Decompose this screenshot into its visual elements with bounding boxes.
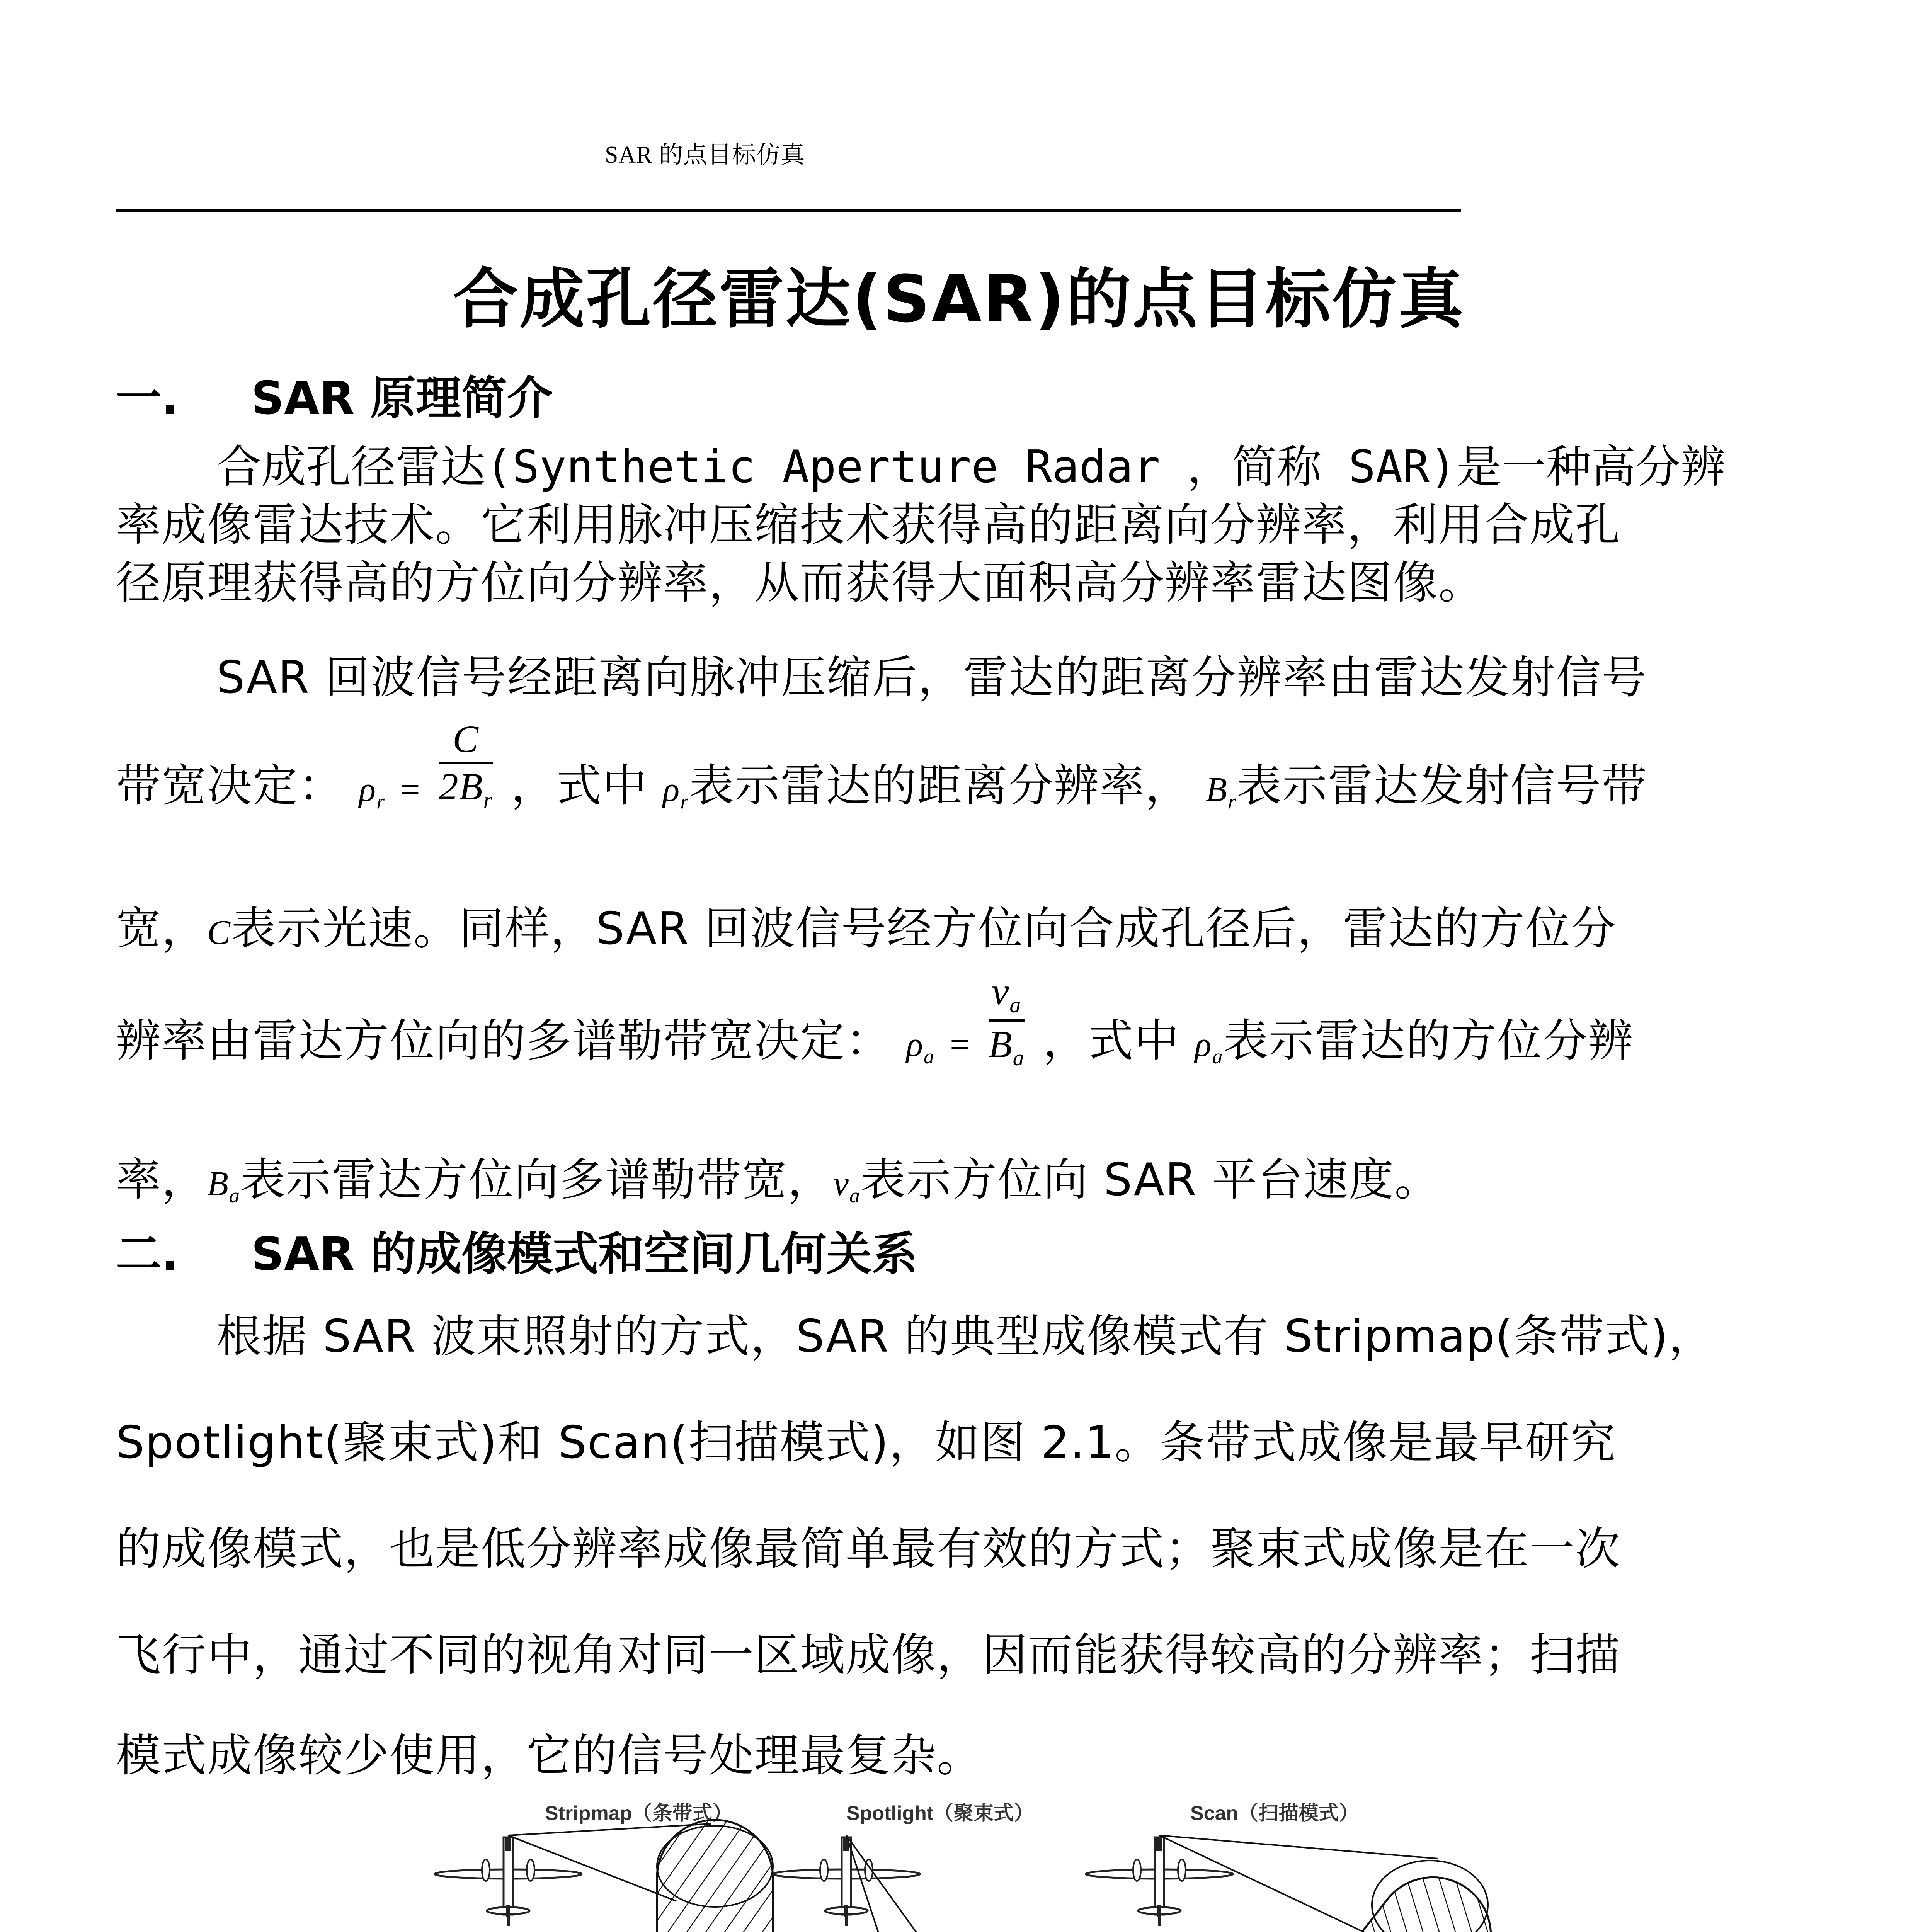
math-rho-a: $\rho_a$ <box>906 1026 935 1068</box>
paragraph-line: Spotlight(聚束式)和 Scan(扫描模式)，如图 2.1。条带式成像是最早研究 <box>116 1417 1617 1469</box>
section-heading-2 <box>116 1217 917 1283</box>
section-heading-1 <box>116 361 553 427</box>
math-fraction-c-over-2br <box>439 719 493 812</box>
text-segment: 辨率由雷达方位向的多谱勒带宽决定： <box>116 1015 891 1067</box>
text-segment: ，式中 <box>1043 1015 1180 1067</box>
section-number: 一. <box>116 371 179 425</box>
math-rho-a: $\rho_a$ <box>1195 1026 1224 1068</box>
math-rho-r: $\rho_r$ <box>359 770 386 813</box>
formula-line-azimuth-resolution <box>116 970 1634 1071</box>
text-segment: 带宽决定： <box>116 760 344 812</box>
panel-scan <box>1086 1802 1514 1932</box>
paragraph-line <box>116 1144 1440 1208</box>
running-header: SAR 的点目标仿真 <box>605 142 805 168</box>
fraction-denominator: $B_a$ <box>988 1023 1025 1071</box>
math-b-a: $B_a$ <box>207 1165 240 1207</box>
text-segment: 宽， <box>116 903 207 955</box>
math-equals: = <box>950 1026 970 1064</box>
text-segment: 表示雷达的方位分辨 <box>1223 1015 1634 1067</box>
math-equals: = <box>400 770 421 809</box>
panel-stripmap <box>435 1802 773 1932</box>
section-title: SAR 的成像模式和空间几何关系 <box>251 1227 918 1281</box>
figure-imaging-modes <box>425 1793 1569 1932</box>
header-rule <box>116 209 1461 212</box>
aircraft-icon <box>773 1837 920 1917</box>
math-v-a: $v_a$ <box>833 1165 861 1207</box>
text-segment: ，式中 <box>511 760 648 812</box>
panel-label-scan: Scan（扫描模式） <box>1190 1802 1359 1825</box>
panel-label-stripmap: Stripmap（条带式） <box>545 1802 733 1825</box>
paragraph-line: 根据 SAR 波束照射的方式，SAR 的典型成像模式有 Stripmap(条带式)， <box>216 1310 1714 1362</box>
paragraph-line: 率成像雷达技术。它利用脉冲压缩技术获得高的距离向分辨率，利用合成孔 <box>116 499 1621 551</box>
paragraph-line <box>116 893 1617 957</box>
figure-svg <box>425 1793 1569 1932</box>
section-number: 二. <box>116 1227 179 1281</box>
fraction-numerator: C <box>453 718 479 761</box>
panel-label-spotlight: Spotlight（聚束式） <box>846 1802 1034 1825</box>
formula-line-range-resolution <box>116 718 1647 814</box>
section-title: SAR 原理简介 <box>251 371 553 425</box>
aircraft-icon <box>435 1837 582 1917</box>
text-segment: 表示光速。同样，SAR 回波信号经方位向合成孔径后，雷达的方位分 <box>231 903 1617 955</box>
paragraph-line: 模式成像较少使用，它的信号处理最复杂。 <box>116 1730 982 1782</box>
text-segment: 表示方位向 SAR 平台速度。 <box>860 1154 1440 1206</box>
panel-spotlight <box>773 1802 1034 1932</box>
math-rho-r: $\rho_r$ <box>663 770 689 813</box>
text-segment: 表示雷达方位向多谱勒带宽， <box>240 1154 833 1206</box>
math-c: C <box>207 913 231 952</box>
math-fraction-va-over-ba <box>989 971 1025 1070</box>
paragraph-line: 飞行中，通过不同的视角对同一区域成像，因而能获得较高的分辨率；扫描 <box>116 1629 1621 1681</box>
paragraph-line: 的成像模式，也是低分辨率成像最简单最有效的方式；聚束式成像是在一次 <box>116 1523 1621 1575</box>
text-segment: 表示雷达发射信号带 <box>1237 760 1647 812</box>
paragraph-line: 径原理获得高的方位向分辨率，从而获得大面积高分辨率雷达图像。 <box>116 557 1484 609</box>
fraction-numerator: $v_a$ <box>991 970 1022 1018</box>
fraction-denominator: $2B_r$ <box>439 765 493 813</box>
aircraft-icon <box>1086 1837 1233 1917</box>
document-title: 合成孔径雷达(SAR)的点目标仿真 <box>453 261 1465 337</box>
scan-swath <box>1176 1854 1515 1932</box>
text-segment: 表示雷达的距离分辨率， <box>689 760 1191 812</box>
fraction-bar <box>439 762 493 764</box>
paragraph-line: SAR 回波信号经距离向脉冲压缩后，雷达的距离分辨率由雷达发射信号 <box>216 651 1647 704</box>
math-b-r: $B_r$ <box>1206 770 1237 813</box>
paragraph-line: 合成孔径雷达(Synthetic Aperture Radar ，简称 SAR)是一种高分辨 <box>216 441 1726 493</box>
fraction-bar <box>989 1019 1025 1022</box>
text-segment: 率， <box>116 1154 207 1206</box>
